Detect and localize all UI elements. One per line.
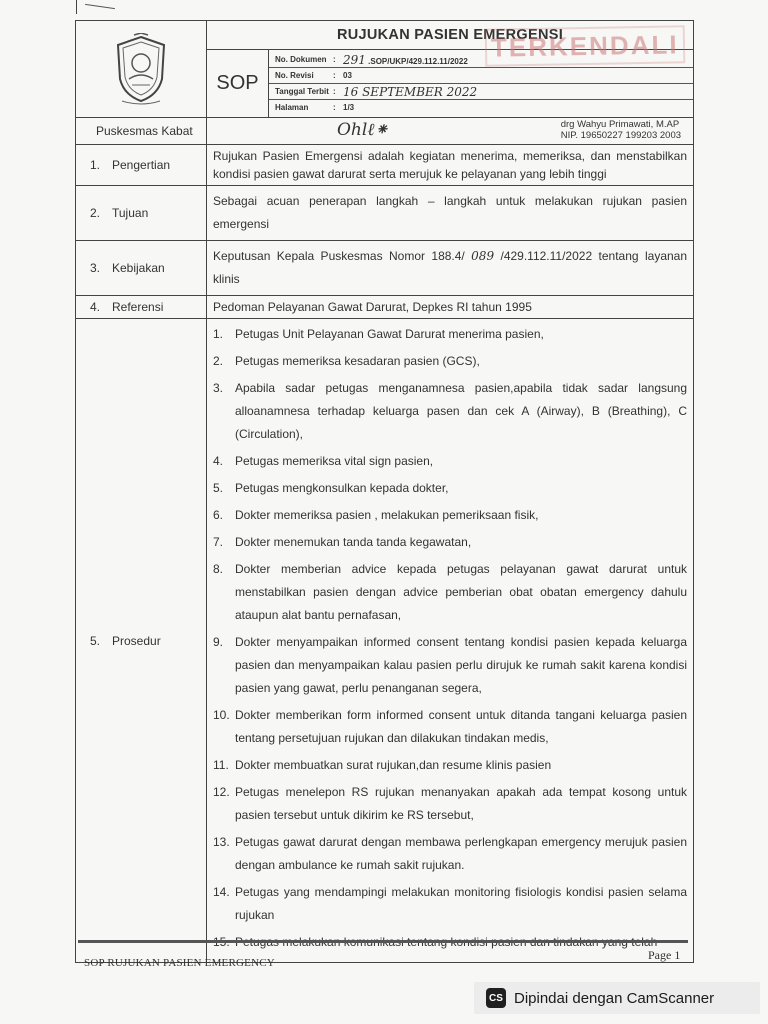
doc-number-row: No. Dokumen : 291 .SOP/UKP/429.112.11/2022: [269, 52, 693, 68]
procedure-step: 5. Petugas mengkonsulkan kepada dokter,: [213, 481, 449, 495]
section-label-prosedur: 5. Prosedur: [76, 319, 207, 963]
official-nip: NIP. 19650227 199203 2003: [560, 130, 682, 141]
regency-emblem-icon: [112, 33, 170, 105]
logo-cell: [76, 21, 207, 118]
section-label-tujuan: 2. Tujuan: [76, 186, 207, 241]
controlled-stamp: TERKENDALI: [485, 25, 685, 66]
sop-label: SOP: [207, 50, 269, 118]
procedure-step: 13. Petugas gawat darurat dengan membawa perlengkapan emergency merujuk pasien dengan ambulance ke rumah sakit rujukan.: [213, 835, 688, 872]
revision-row: No. Revisi : 03: [269, 68, 693, 84]
procedure-step: 9. Dokter menyampaikan informed consent tentang kondisi pasien kepada keluarga pasien dan menyampaikan kalau pasien perlu dirujuk ke rumah sakit karena kondisi pasien yang gawat, perlu penanganan segera,: [213, 635, 688, 695]
procedure-step: 12. Petugas menelepon RS rujukan menanyakan apakah ada tempat kosong untuk pasien tersebut untuk dikirim ke RS tersebut,: [213, 785, 688, 822]
doc-number-code: .SOP/UKP/429.112.11/2022: [368, 56, 468, 66]
signature-mark: Ohlℓ⁕: [337, 120, 389, 140]
issue-date-label: Tanggal Terbit: [275, 87, 329, 97]
procedure-step: 4. Petugas memeriksa vital sign pasien,: [213, 454, 434, 468]
revision-label: No. Revisi: [275, 71, 314, 81]
page-value: 1/3: [343, 103, 355, 113]
page-number: Page 1: [648, 948, 681, 962]
footer-divider: [78, 940, 688, 943]
doc-number-handwritten: 291: [343, 52, 366, 67]
issue-date-row: Tanggal Terbit : 16 SEPTEMBER 2022: [269, 84, 693, 100]
procedure-steps-list: [213, 323, 687, 954]
procedure-step: 8. Dokter memberian advice kepada petugas pelayanan gawat darurat untuk menstabilkan pasien dengan advice pemberian obat obatan emergency dahulu ataupun alat bantu pernafasan,: [213, 562, 688, 622]
camscanner-logo-icon: CS: [486, 988, 506, 1008]
procedure-step: 1. Petugas Unit Pelayanan Gawat Darurat menerima pasien,: [213, 327, 544, 341]
official-name: drg Wahyu Primawati, M.AP: [560, 119, 680, 130]
revision-value: 03: [343, 71, 352, 81]
camscanner-watermark: [474, 982, 760, 1014]
page-row: Halaman : 1/3: [269, 100, 693, 115]
issue-date-value: 16 SEPTEMBER 2022: [343, 84, 478, 99]
document-title: RUJUKAN PASIEN EMERGENSI: [336, 27, 564, 44]
page-label: Halaman: [275, 103, 309, 113]
section-content-pengertian: Rujukan Pasien Emergensi adalah kegiatan menerima, memeriksa, dan menstabilkan kondisi pasien gawat darurat serta merujuk ke pelayanan yang lebih tinggi: [207, 145, 694, 186]
footer-doc-title: SOP RUJUKAN PASIEN EMERGENCY: [84, 957, 275, 969]
section-content-kebijakan: Keputusan Kepala Puskesmas Nomor 188.4/ 089 /429.112.11/2022 tentang layanan klinis: [207, 241, 694, 296]
institution-name: Puskesmas Kabat: [76, 118, 207, 145]
procedure-step: 14. Petugas yang mendampingi melakukan monitoring fisiologis kondisi pasien selama rujukan: [213, 885, 688, 922]
section-label-referensi: 4. Referensi: [76, 296, 207, 319]
sop-table: [75, 20, 694, 963]
scan-corner-mark: [76, 0, 91, 14]
procedure-step: 7. Dokter menemukan tanda tanda kegawatan,: [213, 535, 472, 549]
signature-cell: [207, 118, 694, 145]
official-block: [561, 119, 681, 141]
camscanner-label: Dipindai dengan CamScanner: [514, 989, 715, 1007]
section-content-referensi: Pedoman Pelayanan Gawat Darurat, Depkes RI tahun 1995: [207, 296, 694, 319]
procedure-step: 10. Dokter memberikan form informed consent untuk ditanda tangani keluarga pasien tentang persetujuan rujukan dan dilakukan tindakan medis,: [213, 708, 688, 745]
procedure-step: 3. Apabila sadar petugas menganamnesa pasien,apabila tidak sadar langsung alloanamnesa terhadap keluarga pasen dan cek A (Airway), B (Breathing), C (Circulation),: [213, 381, 688, 441]
procedure-step: 2. Petugas memeriksa kesadaran pasien (GCS),: [213, 354, 480, 368]
section-label-kebijakan: 3. Kebijakan: [76, 241, 207, 296]
procedure-step: 6. Dokter memeriksa pasien , melakukan pemeriksaan fisik,: [213, 508, 539, 522]
section-content-tujuan: Sebagai acuan penerapan langkah – langkah untuk melakukan rujukan pasien emergensi: [207, 186, 694, 241]
section-label-pengertian: 1. Pengertian: [76, 145, 207, 186]
doc-number-label: No. Dokumen: [275, 55, 327, 65]
procedure-steps-cell: [207, 319, 694, 963]
decree-number-handwritten: 089: [471, 249, 495, 263]
procedure-step: 11. Dokter membuatkan surat rujukan,dan resume klinis pasien: [213, 758, 552, 772]
